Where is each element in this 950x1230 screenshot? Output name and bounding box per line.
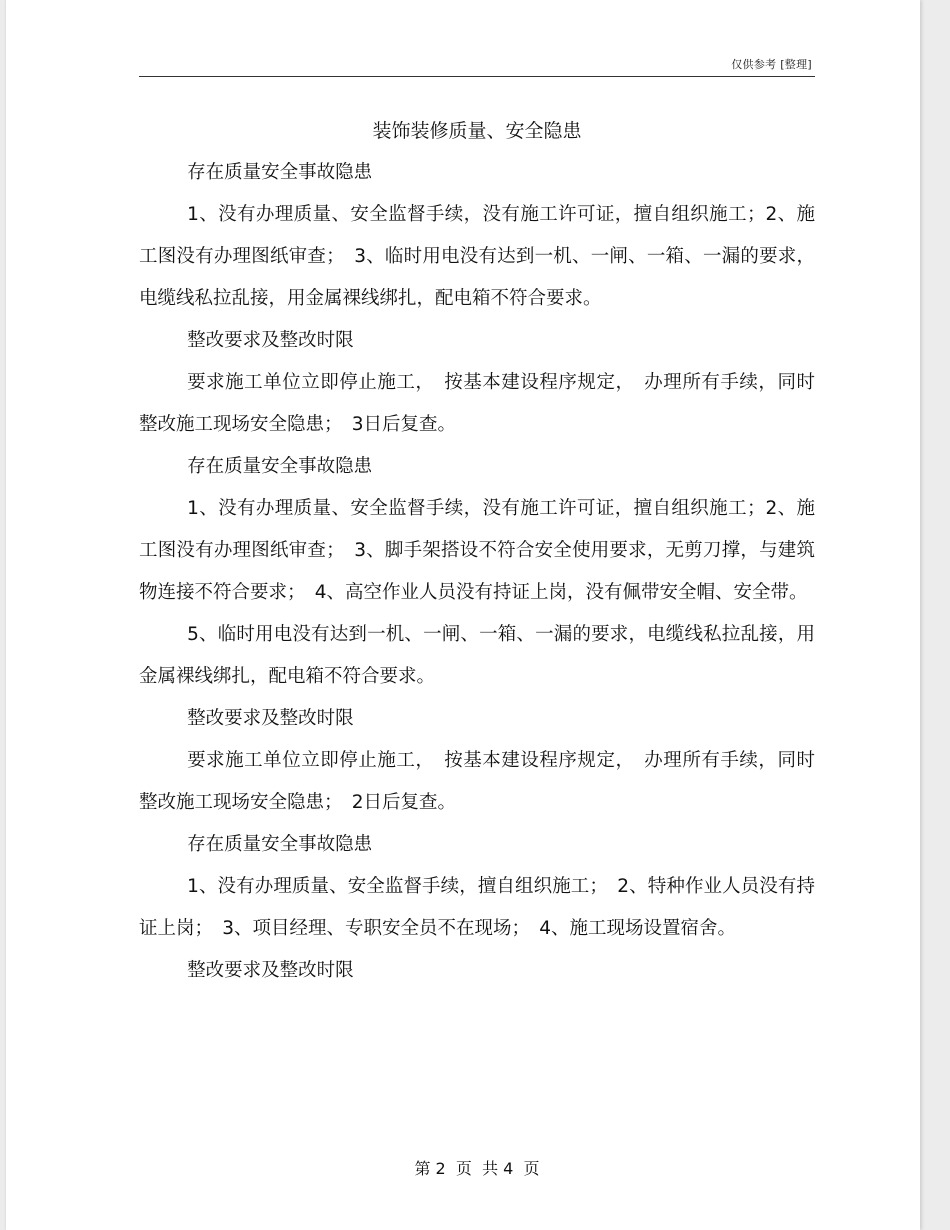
section-heading: 存在质量安全事故隐患: [187, 834, 373, 855]
document-title: 装饰装修质量、安全隐患: [372, 120, 582, 142]
section-heading: 存在质量安全事故隐患: [187, 456, 373, 477]
section-heading: 整改要求及整改时限: [187, 708, 354, 729]
page-number: 第 2 页 共 4 页: [414, 1159, 540, 1178]
section-heading: 整改要求及整改时限: [187, 330, 354, 351]
header-divider: [139, 76, 815, 77]
document-page: [6, 0, 920, 1230]
hazard-paragraph: 1、没有办理质量、安全监督手续，没有施工许可证，擅自组织施工；2、施工图没有办理图纸审查； 3、临时用电没有达到一机、一闸、一箱、一漏的要求，电缆线私拉乱接，用金属裸线绑扎，配电箱不符合要求。: [139, 204, 815, 309]
rectification-paragraph: 要求施工单位立即停止施工， 按基本建设程序规定， 办理所有手续，同时整改施工现场安全隐患； 3日后复查。: [139, 372, 815, 435]
page-footer: [139, 1156, 815, 1179]
header-note: 仅供参考 [整理]: [731, 58, 812, 71]
hazard-paragraph: 1、没有办理质量、安全监督手续，擅自组织施工； 2、特种作业人员没有持证上岗； 3、项目经理、专职安全员不在现场； 4、施工现场设置宿舍。: [139, 876, 815, 939]
rectification-paragraph: 要求施工单位立即停止施工， 按基本建设程序规定， 办理所有手续，同时整改施工现场安全隐患； 2日后复查。: [139, 750, 815, 813]
section-heading: 整改要求及整改时限: [187, 960, 354, 981]
hazard-paragraph: 1、没有办理质量、安全监督手续，没有施工许可证，擅自组织施工；2、施工图没有办理图纸审查； 3、脚手架搭设不符合安全使用要求，无剪刀撑，与建筑物连接不符合要求； 4、高空作业人员没有持证上岗，没有佩带安全帽、安全带。: [139, 498, 815, 603]
hazard-paragraph: 5、临时用电没有达到一机、一闸、一箱、一漏的要求，电缆线私拉乱接，用金属裸线绑扎，配电箱不符合要求。: [139, 624, 815, 687]
document-body: [139, 152, 815, 992]
section-heading: 存在质量安全事故隐患: [187, 162, 373, 183]
